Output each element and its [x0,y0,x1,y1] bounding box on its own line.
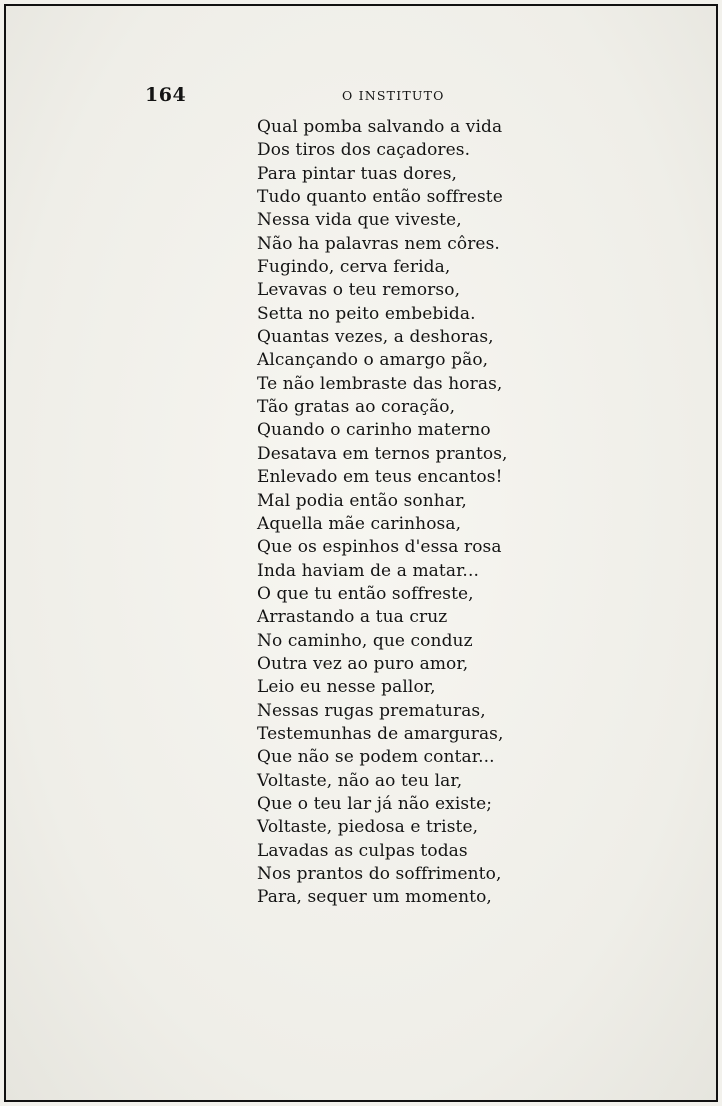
verse-line: Leio eu nesse pallor, [257,677,436,698]
verse-line: Alcançando o amargo pão, [257,350,489,371]
verse-line: Para pintar tuas dores, [257,163,458,184]
verse-line: Nos prantos do soffrimento, [257,864,502,884]
verse-line: Nessa vida que viveste, [257,210,462,231]
verse-line: No caminho, que conduz [257,630,473,651]
verse-line: Te não lembraste das horas, [257,373,503,394]
verse-line: Inda haviam de a matar... [257,560,479,581]
verse-line: Aquella mãe carinhosa, [257,513,462,534]
verse-line: Testemunhas de amarguras, [257,723,504,744]
verse-line: Voltaste, não ao teu lar, [257,770,463,791]
verse-line: Qual pomba salvando a vida [257,117,503,137]
running-title: O INSTITUTO [342,88,445,103]
verse-line: Lavadas as culpas todas [257,840,468,861]
page-header [0,84,722,108]
verse-line: Setta no peito embebida. [257,303,476,324]
verse-line: Para, sequer um momento, [257,887,492,908]
verse-line: Arrastando a tua cruz [257,607,448,628]
verse-line: Que não se podem contar... [257,747,495,768]
verse-line: Não ha palavras nem côres. [257,233,500,254]
page-number: 164 [145,84,187,106]
verse-line: Levavas o teu remorso, [257,280,461,301]
verse-line: Outra vez ao puro amor, [257,653,469,674]
verse-line: Desatava em ternos prantos, [257,443,508,464]
verse-line: Fugindo, cerva ferida, [257,257,451,278]
verse-line: Tudo quanto então soffreste [257,187,503,208]
verse-line: Tão gratas ao coração, [257,397,456,418]
verse-line: Quantas vezes, a deshoras, [257,327,494,348]
verse-line: Dos tiros dos caçadores. [257,140,471,161]
verse-line: Que os espinhos d'essa rosa [257,537,502,558]
verse-line: Mal podia então sonhar, [257,490,467,511]
verse-line: Enlevado em teus encantos! [257,467,503,488]
poem-text [257,116,508,910]
verse-line: Que o teu lar já não existe; [257,793,493,814]
verse-line: Quando o carinho materno [257,420,491,441]
verse-line: Voltaste, piedosa e triste, [257,817,479,838]
verse-line: O que tu então soffreste, [257,583,474,604]
verse-line: Nessas rugas prematuras, [257,700,486,721]
